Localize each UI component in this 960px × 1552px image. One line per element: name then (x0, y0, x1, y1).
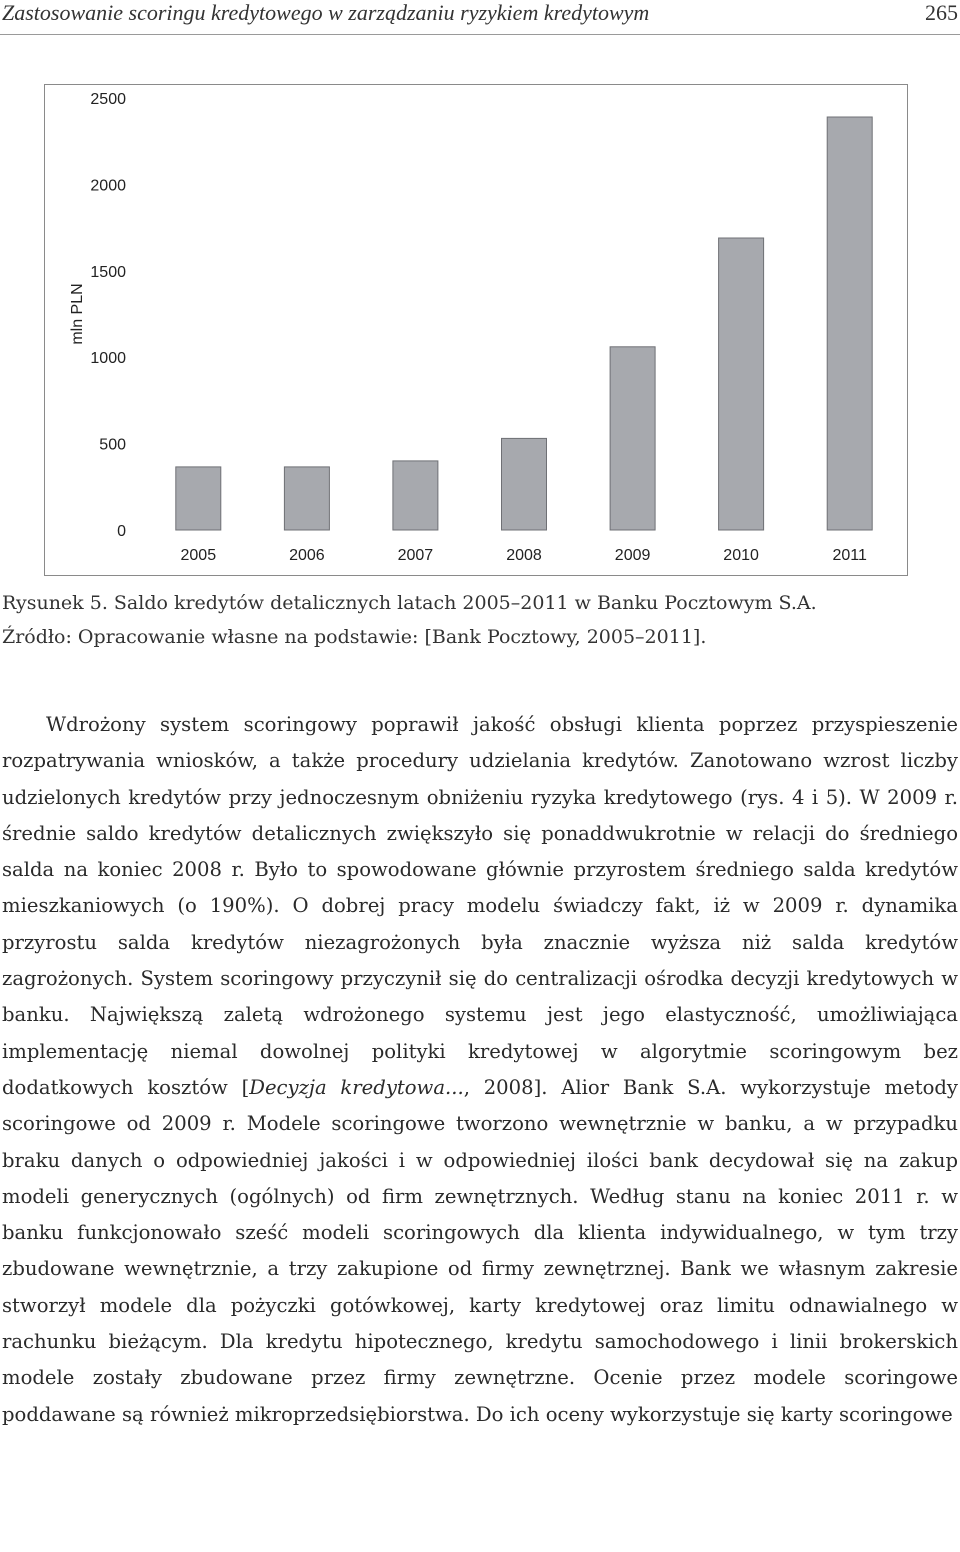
figure-source: Źródło: Opracowanie własne na podstawie: [Bank Pocztowy, 2005–2011]. (2, 626, 707, 648)
x-tick-label: 2007 (397, 547, 434, 564)
x-tick-label: 2006 (289, 547, 325, 564)
y-tick-label: 1000 (90, 350, 126, 368)
bar-2011 (827, 117, 872, 530)
running-title: Zastosowanie scoringu kredytowego w zarządzaniu ryzykiem kredytowym (2, 0, 650, 25)
x-tick-label: 2010 (723, 547, 759, 564)
body-text-part1: Wdrożony system scoringowy poprawił jakość obsługi klienta poprzez przyspieszenie rozpatrywania wniosków, a także procedury udzielania kredytów. Zanotowano wzrost liczby udzielonych kredytów przy jednoczesnym obniżeniu ryzyka kredytowego (rys. 4 i 5). W 2009 r. średnie saldo kredytów detalicznych zwiększyło się ponaddwukrotnie w relacji do średniego salda na koniec 2008 r. Było to spowodowane głównie przyrostem średniego salda kredytów mieszkaniowych (o 190%). O dobrej pracy modelu świadczy fakt, iż w 2009 r. dynamika przyrostu salda kredytów niezagrożonych była znacznie wyższa niż salda kredytów zagrożonych. System scoringowy przyczynił się do centralizacji ośrodka decyzji kredytowych w banku. Największą zaletą wdrożonego systemu jest jego elastyczność, umożliwiająca implementację niemal dowolnej polityki kredytowej w algorytmie scoringowym bez dodatkowych kosztów [ (2, 713, 958, 1099)
y-tick-label: 2500 (90, 91, 126, 108)
body-text-part2: , 2008]. Alior Bank S.A. wykorzystuje metody scoringowe od 2009 r. Modele scoringowe tworzono wewnętrznie w banku, a w przypadku braku danych o odpowiedniej jakości i w odpowiedniej ilości bank decydował się na zakup modeli generycznych (ogólnych) od firm zewnętrznych. Według stanu na koniec 2011 r. w banku funkcjonowało sześć modeli scoringowych dla klienta indywidualnego, w tym trzy zbudowane wewnętrznie, a trzy zakupione od firmy zewnętrznej. Bank we własnym zakresie stworzył modele dla pożyczki gotówkowej, karty kredytowej oraz limitu odnawialnego w rachunku bieżącym. Dla kredytu hipotecznego, kredytu samochodowego i linii brokerskich modele zostały zbudowane przez firmy zewnętrzne. Ocenie przez modele scoringowe poddawane są również mikroprzedsiębiorstwa. Do ich oceny wykorzystuje się karty scoringowe (2, 1075, 959, 1426)
page-header (0, 0, 960, 40)
y-tick-label: 1500 (90, 263, 126, 281)
y-tick-label: 0 (117, 523, 126, 540)
bar-2007 (393, 461, 438, 530)
header-rule (0, 34, 960, 35)
x-tick-label: 2011 (832, 547, 867, 564)
body-paragraph (2, 707, 958, 1433)
page-number: 265 (925, 0, 958, 25)
bar-chart (44, 84, 908, 576)
y-axis-label: mln PLN (69, 283, 86, 345)
x-tick-label: 2009 (614, 547, 651, 564)
bar-2008 (502, 438, 547, 530)
x-tick-label: 2005 (180, 547, 217, 564)
x-tick-label: 2008 (506, 547, 542, 564)
y-tick-label: 500 (99, 436, 126, 454)
citation-title: Decyzja kredytowa... (249, 1075, 464, 1099)
bar-2006 (284, 467, 329, 530)
figure-caption: Rysunek 5. Saldo kredytów detalicznych latach 2005–2011 w Banku Pocztowym S.A. (2, 592, 817, 614)
y-tick-label: 2000 (90, 177, 126, 195)
bar-2010 (719, 238, 764, 530)
bar-2009 (610, 347, 655, 530)
bar-2005 (176, 467, 221, 530)
